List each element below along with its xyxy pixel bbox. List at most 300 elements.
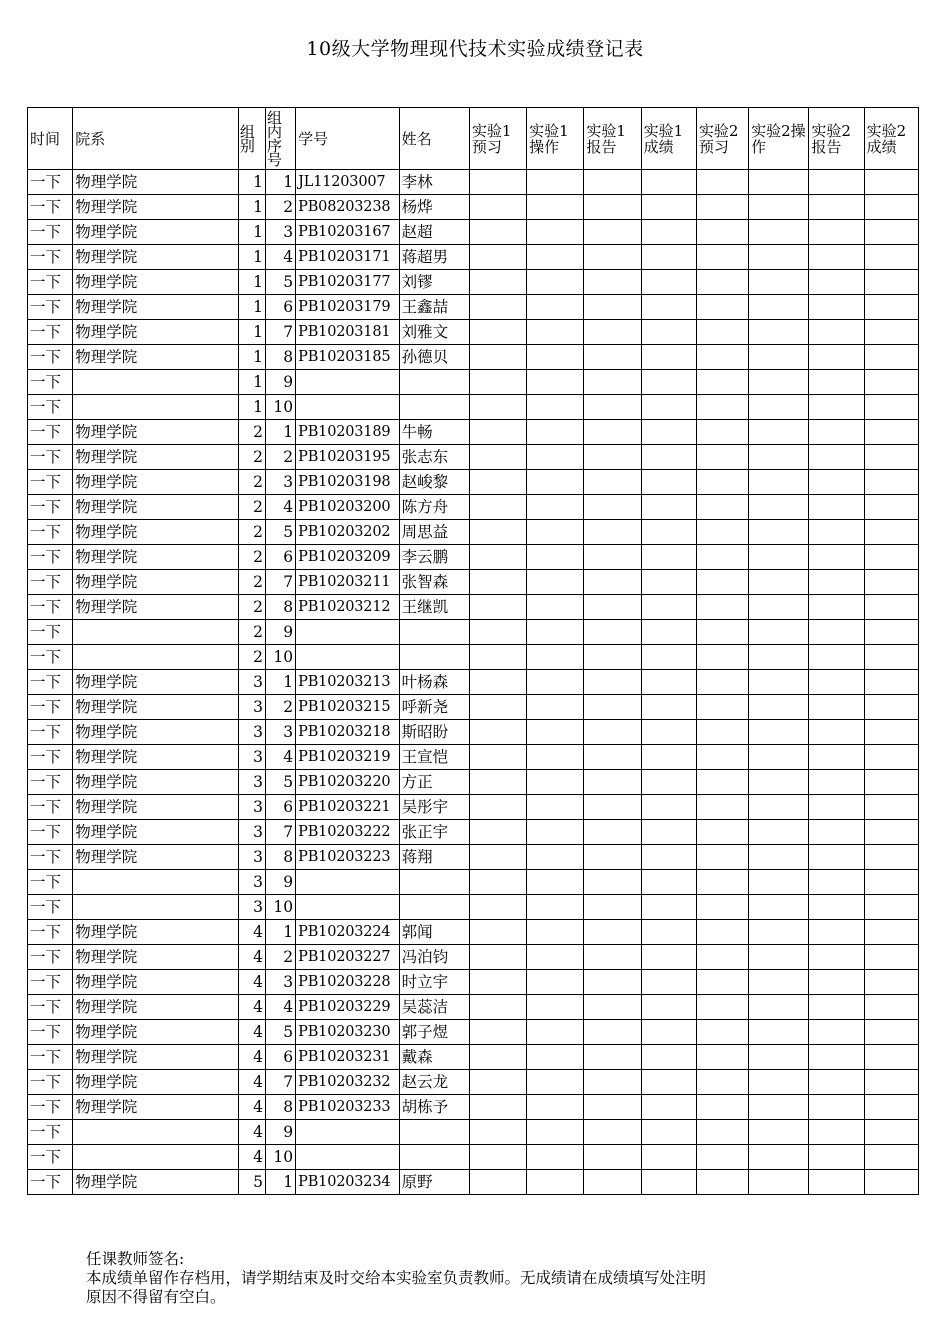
cell-exp1-preview[interactable] xyxy=(469,820,526,845)
cell-exp2-preview[interactable] xyxy=(696,995,748,1020)
cell-exp1-report[interactable] xyxy=(584,570,641,595)
cell-exp1-operation[interactable] xyxy=(527,470,584,495)
cell-exp2-report[interactable] xyxy=(809,1045,864,1070)
cell-exp2-score[interactable] xyxy=(864,645,918,670)
cell-exp1-report[interactable] xyxy=(584,295,641,320)
cell-exp2-preview[interactable] xyxy=(696,570,748,595)
cell-exp1-preview[interactable] xyxy=(469,295,526,320)
cell-exp2-preview[interactable] xyxy=(696,170,748,195)
cell-exp2-operation[interactable] xyxy=(749,320,809,345)
cell-exp1-operation[interactable] xyxy=(527,995,584,1020)
cell-exp1-report[interactable] xyxy=(584,920,641,945)
cell-exp1-score[interactable] xyxy=(641,470,696,495)
cell-exp1-score[interactable] xyxy=(641,545,696,570)
cell-exp2-report[interactable] xyxy=(809,670,864,695)
cell-exp1-preview[interactable] xyxy=(469,270,526,295)
cell-exp2-report[interactable] xyxy=(809,220,864,245)
cell-exp1-score[interactable] xyxy=(641,845,696,870)
cell-exp1-score[interactable] xyxy=(641,195,696,220)
cell-exp2-operation[interactable] xyxy=(749,170,809,195)
cell-exp1-operation[interactable] xyxy=(527,520,584,545)
cell-exp1-operation[interactable] xyxy=(527,1070,584,1095)
cell-exp2-report[interactable] xyxy=(809,1120,864,1145)
cell-exp1-score[interactable] xyxy=(641,445,696,470)
cell-exp2-operation[interactable] xyxy=(749,270,809,295)
cell-exp1-preview[interactable] xyxy=(469,995,526,1020)
cell-exp2-preview[interactable] xyxy=(696,920,748,945)
cell-exp1-preview[interactable] xyxy=(469,495,526,520)
cell-exp1-preview[interactable] xyxy=(469,645,526,670)
cell-exp2-preview[interactable] xyxy=(696,1045,748,1070)
cell-exp1-operation[interactable] xyxy=(527,970,584,995)
cell-exp2-operation[interactable] xyxy=(749,245,809,270)
cell-exp1-operation[interactable] xyxy=(527,770,584,795)
cell-exp2-preview[interactable] xyxy=(696,270,748,295)
cell-exp1-operation[interactable] xyxy=(527,720,584,745)
cell-exp1-report[interactable] xyxy=(584,445,641,470)
cell-exp1-score[interactable] xyxy=(641,170,696,195)
cell-exp1-score[interactable] xyxy=(641,245,696,270)
cell-exp2-score[interactable] xyxy=(864,970,918,995)
cell-exp2-preview[interactable] xyxy=(696,470,748,495)
cell-exp1-preview[interactable] xyxy=(469,570,526,595)
cell-exp1-preview[interactable] xyxy=(469,595,526,620)
cell-exp1-score[interactable] xyxy=(641,795,696,820)
cell-exp2-preview[interactable] xyxy=(696,645,748,670)
cell-exp2-operation[interactable] xyxy=(749,620,809,645)
cell-exp2-operation[interactable] xyxy=(749,720,809,745)
cell-exp2-score[interactable] xyxy=(864,470,918,495)
cell-exp2-report[interactable] xyxy=(809,195,864,220)
cell-exp2-report[interactable] xyxy=(809,570,864,595)
cell-exp2-preview[interactable] xyxy=(696,945,748,970)
cell-exp2-score[interactable] xyxy=(864,1170,918,1195)
cell-exp1-preview[interactable] xyxy=(469,770,526,795)
cell-exp1-preview[interactable] xyxy=(469,920,526,945)
cell-exp2-score[interactable] xyxy=(864,570,918,595)
cell-exp1-score[interactable] xyxy=(641,495,696,520)
cell-exp2-score[interactable] xyxy=(864,820,918,845)
cell-exp1-report[interactable] xyxy=(584,945,641,970)
cell-exp2-preview[interactable] xyxy=(696,445,748,470)
cell-exp2-score[interactable] xyxy=(864,670,918,695)
cell-exp2-operation[interactable] xyxy=(749,745,809,770)
cell-exp2-score[interactable] xyxy=(864,545,918,570)
cell-exp1-operation[interactable] xyxy=(527,595,584,620)
cell-exp2-preview[interactable] xyxy=(696,395,748,420)
cell-exp1-report[interactable] xyxy=(584,1070,641,1095)
cell-exp1-preview[interactable] xyxy=(469,970,526,995)
cell-exp2-operation[interactable] xyxy=(749,970,809,995)
cell-exp2-report[interactable] xyxy=(809,1170,864,1195)
cell-exp2-report[interactable] xyxy=(809,720,864,745)
cell-exp1-report[interactable] xyxy=(584,845,641,870)
cell-exp1-report[interactable] xyxy=(584,270,641,295)
cell-exp1-preview[interactable] xyxy=(469,220,526,245)
cell-exp2-preview[interactable] xyxy=(696,345,748,370)
cell-exp1-operation[interactable] xyxy=(527,395,584,420)
cell-exp1-operation[interactable] xyxy=(527,495,584,520)
cell-exp1-report[interactable] xyxy=(584,1045,641,1070)
cell-exp1-score[interactable] xyxy=(641,945,696,970)
cell-exp2-preview[interactable] xyxy=(696,420,748,445)
cell-exp2-report[interactable] xyxy=(809,995,864,1020)
cell-exp2-score[interactable] xyxy=(864,945,918,970)
cell-exp1-preview[interactable] xyxy=(469,170,526,195)
cell-exp1-report[interactable] xyxy=(584,1145,641,1170)
cell-exp1-score[interactable] xyxy=(641,895,696,920)
cell-exp2-preview[interactable] xyxy=(696,870,748,895)
cell-exp1-report[interactable] xyxy=(584,795,641,820)
cell-exp1-operation[interactable] xyxy=(527,645,584,670)
cell-exp2-preview[interactable] xyxy=(696,895,748,920)
cell-exp1-report[interactable] xyxy=(584,1020,641,1045)
cell-exp2-operation[interactable] xyxy=(749,1045,809,1070)
cell-exp1-operation[interactable] xyxy=(527,895,584,920)
cell-exp1-score[interactable] xyxy=(641,1045,696,1070)
cell-exp2-report[interactable] xyxy=(809,595,864,620)
cell-exp1-report[interactable] xyxy=(584,220,641,245)
cell-exp1-preview[interactable] xyxy=(469,245,526,270)
cell-exp2-report[interactable] xyxy=(809,520,864,545)
cell-exp2-score[interactable] xyxy=(864,1020,918,1045)
cell-exp2-score[interactable] xyxy=(864,1070,918,1095)
cell-exp2-preview[interactable] xyxy=(696,295,748,320)
cell-exp1-preview[interactable] xyxy=(469,795,526,820)
cell-exp2-operation[interactable] xyxy=(749,1145,809,1170)
cell-exp2-report[interactable] xyxy=(809,845,864,870)
cell-exp1-operation[interactable] xyxy=(527,620,584,645)
cell-exp2-score[interactable] xyxy=(864,620,918,645)
cell-exp2-report[interactable] xyxy=(809,695,864,720)
cell-exp1-preview[interactable] xyxy=(469,470,526,495)
cell-exp2-operation[interactable] xyxy=(749,570,809,595)
cell-exp2-score[interactable] xyxy=(864,770,918,795)
cell-exp1-preview[interactable] xyxy=(469,1045,526,1070)
cell-exp2-preview[interactable] xyxy=(696,845,748,870)
cell-exp1-report[interactable] xyxy=(584,520,641,545)
cell-exp2-score[interactable] xyxy=(864,595,918,620)
cell-exp2-report[interactable] xyxy=(809,420,864,445)
cell-exp1-preview[interactable] xyxy=(469,420,526,445)
cell-exp2-operation[interactable] xyxy=(749,1070,809,1095)
cell-exp1-score[interactable] xyxy=(641,670,696,695)
cell-exp2-operation[interactable] xyxy=(749,595,809,620)
cell-exp2-score[interactable] xyxy=(864,395,918,420)
cell-exp1-preview[interactable] xyxy=(469,395,526,420)
cell-exp2-operation[interactable] xyxy=(749,670,809,695)
cell-exp2-preview[interactable] xyxy=(696,695,748,720)
cell-exp2-preview[interactable] xyxy=(696,370,748,395)
cell-exp2-score[interactable] xyxy=(864,920,918,945)
cell-exp1-operation[interactable] xyxy=(527,545,584,570)
cell-exp1-report[interactable] xyxy=(584,420,641,445)
cell-exp2-score[interactable] xyxy=(864,845,918,870)
cell-exp2-operation[interactable] xyxy=(749,470,809,495)
cell-exp1-preview[interactable] xyxy=(469,670,526,695)
cell-exp1-score[interactable] xyxy=(641,420,696,445)
cell-exp1-operation[interactable] xyxy=(527,1170,584,1195)
cell-exp1-preview[interactable] xyxy=(469,545,526,570)
cell-exp2-operation[interactable] xyxy=(749,995,809,1020)
cell-exp1-report[interactable] xyxy=(584,670,641,695)
cell-exp2-report[interactable] xyxy=(809,545,864,570)
cell-exp2-score[interactable] xyxy=(864,195,918,220)
cell-exp2-preview[interactable] xyxy=(696,520,748,545)
cell-exp2-score[interactable] xyxy=(864,270,918,295)
cell-exp2-report[interactable] xyxy=(809,320,864,345)
cell-exp1-score[interactable] xyxy=(641,1145,696,1170)
cell-exp2-report[interactable] xyxy=(809,920,864,945)
cell-exp1-report[interactable] xyxy=(584,645,641,670)
cell-exp1-report[interactable] xyxy=(584,1095,641,1120)
cell-exp1-score[interactable] xyxy=(641,870,696,895)
cell-exp2-report[interactable] xyxy=(809,970,864,995)
cell-exp2-preview[interactable] xyxy=(696,245,748,270)
cell-exp1-score[interactable] xyxy=(641,220,696,245)
cell-exp1-score[interactable] xyxy=(641,970,696,995)
cell-exp1-report[interactable] xyxy=(584,245,641,270)
cell-exp2-report[interactable] xyxy=(809,1145,864,1170)
cell-exp2-report[interactable] xyxy=(809,795,864,820)
cell-exp2-preview[interactable] xyxy=(696,1070,748,1095)
cell-exp1-operation[interactable] xyxy=(527,820,584,845)
cell-exp1-operation[interactable] xyxy=(527,745,584,770)
cell-exp1-preview[interactable] xyxy=(469,1020,526,1045)
cell-exp2-preview[interactable] xyxy=(696,495,748,520)
cell-exp2-preview[interactable] xyxy=(696,1170,748,1195)
cell-exp1-report[interactable] xyxy=(584,370,641,395)
cell-exp1-operation[interactable] xyxy=(527,1045,584,1070)
cell-exp2-score[interactable] xyxy=(864,370,918,395)
cell-exp2-operation[interactable] xyxy=(749,545,809,570)
cell-exp2-operation[interactable] xyxy=(749,945,809,970)
cell-exp2-preview[interactable] xyxy=(696,820,748,845)
cell-exp1-preview[interactable] xyxy=(469,320,526,345)
cell-exp2-score[interactable] xyxy=(864,220,918,245)
cell-exp2-score[interactable] xyxy=(864,520,918,545)
cell-exp2-score[interactable] xyxy=(864,445,918,470)
cell-exp2-operation[interactable] xyxy=(749,695,809,720)
cell-exp2-preview[interactable] xyxy=(696,795,748,820)
cell-exp2-report[interactable] xyxy=(809,445,864,470)
cell-exp1-score[interactable] xyxy=(641,745,696,770)
cell-exp2-report[interactable] xyxy=(809,945,864,970)
cell-exp2-score[interactable] xyxy=(864,495,918,520)
cell-exp1-report[interactable] xyxy=(584,195,641,220)
cell-exp2-operation[interactable] xyxy=(749,845,809,870)
cell-exp2-score[interactable] xyxy=(864,695,918,720)
cell-exp2-report[interactable] xyxy=(809,395,864,420)
cell-exp2-score[interactable] xyxy=(864,345,918,370)
cell-exp1-operation[interactable] xyxy=(527,1095,584,1120)
cell-exp1-operation[interactable] xyxy=(527,1020,584,1045)
cell-exp1-score[interactable] xyxy=(641,620,696,645)
cell-exp1-score[interactable] xyxy=(641,345,696,370)
cell-exp1-operation[interactable] xyxy=(527,670,584,695)
cell-exp1-report[interactable] xyxy=(584,970,641,995)
cell-exp2-report[interactable] xyxy=(809,770,864,795)
cell-exp1-report[interactable] xyxy=(584,820,641,845)
cell-exp2-operation[interactable] xyxy=(749,195,809,220)
cell-exp2-report[interactable] xyxy=(809,645,864,670)
cell-exp1-score[interactable] xyxy=(641,645,696,670)
cell-exp2-report[interactable] xyxy=(809,345,864,370)
cell-exp1-operation[interactable] xyxy=(527,220,584,245)
cell-exp1-report[interactable] xyxy=(584,170,641,195)
cell-exp1-preview[interactable] xyxy=(469,895,526,920)
cell-exp1-preview[interactable] xyxy=(469,1095,526,1120)
cell-exp1-report[interactable] xyxy=(584,745,641,770)
cell-exp1-preview[interactable] xyxy=(469,745,526,770)
cell-exp1-report[interactable] xyxy=(584,695,641,720)
cell-exp2-score[interactable] xyxy=(864,1120,918,1145)
cell-exp1-score[interactable] xyxy=(641,995,696,1020)
cell-exp1-operation[interactable] xyxy=(527,570,584,595)
cell-exp2-report[interactable] xyxy=(809,895,864,920)
cell-exp2-operation[interactable] xyxy=(749,795,809,820)
cell-exp2-operation[interactable] xyxy=(749,895,809,920)
cell-exp2-preview[interactable] xyxy=(696,670,748,695)
cell-exp1-preview[interactable] xyxy=(469,845,526,870)
cell-exp2-operation[interactable] xyxy=(749,645,809,670)
cell-exp2-score[interactable] xyxy=(864,320,918,345)
cell-exp2-operation[interactable] xyxy=(749,1095,809,1120)
cell-exp2-report[interactable] xyxy=(809,170,864,195)
cell-exp1-score[interactable] xyxy=(641,1170,696,1195)
cell-exp1-operation[interactable] xyxy=(527,1120,584,1145)
cell-exp1-score[interactable] xyxy=(641,820,696,845)
cell-exp1-operation[interactable] xyxy=(527,270,584,295)
cell-exp1-operation[interactable] xyxy=(527,320,584,345)
cell-exp1-operation[interactable] xyxy=(527,870,584,895)
cell-exp2-report[interactable] xyxy=(809,1020,864,1045)
cell-exp1-report[interactable] xyxy=(584,495,641,520)
cell-exp2-score[interactable] xyxy=(864,745,918,770)
cell-exp2-preview[interactable] xyxy=(696,970,748,995)
cell-exp1-preview[interactable] xyxy=(469,520,526,545)
cell-exp2-operation[interactable] xyxy=(749,870,809,895)
cell-exp1-operation[interactable] xyxy=(527,1145,584,1170)
cell-exp2-report[interactable] xyxy=(809,745,864,770)
cell-exp1-score[interactable] xyxy=(641,1095,696,1120)
cell-exp2-score[interactable] xyxy=(864,720,918,745)
cell-exp1-report[interactable] xyxy=(584,395,641,420)
cell-exp2-preview[interactable] xyxy=(696,195,748,220)
cell-exp2-score[interactable] xyxy=(864,1045,918,1070)
cell-exp2-report[interactable] xyxy=(809,820,864,845)
cell-exp1-report[interactable] xyxy=(584,770,641,795)
cell-exp2-operation[interactable] xyxy=(749,395,809,420)
cell-exp2-score[interactable] xyxy=(864,420,918,445)
cell-exp1-operation[interactable] xyxy=(527,795,584,820)
cell-exp2-report[interactable] xyxy=(809,245,864,270)
cell-exp1-preview[interactable] xyxy=(469,870,526,895)
cell-exp2-operation[interactable] xyxy=(749,1020,809,1045)
cell-exp1-preview[interactable] xyxy=(469,370,526,395)
cell-exp1-report[interactable] xyxy=(584,595,641,620)
cell-exp1-score[interactable] xyxy=(641,395,696,420)
cell-exp2-preview[interactable] xyxy=(696,1145,748,1170)
cell-exp1-score[interactable] xyxy=(641,595,696,620)
cell-exp1-score[interactable] xyxy=(641,1070,696,1095)
cell-exp2-score[interactable] xyxy=(864,170,918,195)
cell-exp2-score[interactable] xyxy=(864,995,918,1020)
cell-exp1-score[interactable] xyxy=(641,270,696,295)
cell-exp1-score[interactable] xyxy=(641,1020,696,1045)
cell-exp2-preview[interactable] xyxy=(696,770,748,795)
cell-exp1-preview[interactable] xyxy=(469,195,526,220)
cell-exp2-report[interactable] xyxy=(809,1070,864,1095)
cell-exp1-preview[interactable] xyxy=(469,945,526,970)
cell-exp1-score[interactable] xyxy=(641,320,696,345)
cell-exp1-operation[interactable] xyxy=(527,245,584,270)
cell-exp2-operation[interactable] xyxy=(749,220,809,245)
cell-exp1-preview[interactable] xyxy=(469,445,526,470)
cell-exp1-score[interactable] xyxy=(641,770,696,795)
cell-exp2-operation[interactable] xyxy=(749,420,809,445)
cell-exp1-preview[interactable] xyxy=(469,345,526,370)
cell-exp1-preview[interactable] xyxy=(469,695,526,720)
cell-exp1-score[interactable] xyxy=(641,370,696,395)
cell-exp1-operation[interactable] xyxy=(527,695,584,720)
cell-exp2-report[interactable] xyxy=(809,370,864,395)
cell-exp1-operation[interactable] xyxy=(527,170,584,195)
cell-exp1-report[interactable] xyxy=(584,1120,641,1145)
cell-exp2-operation[interactable] xyxy=(749,445,809,470)
cell-exp2-preview[interactable] xyxy=(696,720,748,745)
cell-exp2-operation[interactable] xyxy=(749,920,809,945)
cell-exp2-operation[interactable] xyxy=(749,495,809,520)
cell-exp1-operation[interactable] xyxy=(527,195,584,220)
cell-exp1-score[interactable] xyxy=(641,520,696,545)
cell-exp2-operation[interactable] xyxy=(749,1120,809,1145)
cell-exp1-score[interactable] xyxy=(641,295,696,320)
cell-exp2-operation[interactable] xyxy=(749,820,809,845)
cell-exp1-score[interactable] xyxy=(641,570,696,595)
cell-exp1-operation[interactable] xyxy=(527,845,584,870)
cell-exp2-preview[interactable] xyxy=(696,545,748,570)
cell-exp1-report[interactable] xyxy=(584,995,641,1020)
cell-exp2-score[interactable] xyxy=(864,795,918,820)
cell-exp2-preview[interactable] xyxy=(696,1120,748,1145)
cell-exp1-operation[interactable] xyxy=(527,920,584,945)
cell-exp1-score[interactable] xyxy=(641,695,696,720)
cell-exp2-report[interactable] xyxy=(809,470,864,495)
cell-exp1-operation[interactable] xyxy=(527,945,584,970)
cell-exp2-score[interactable] xyxy=(864,295,918,320)
cell-exp1-report[interactable] xyxy=(584,320,641,345)
cell-exp1-report[interactable] xyxy=(584,345,641,370)
cell-exp2-preview[interactable] xyxy=(696,620,748,645)
cell-exp2-report[interactable] xyxy=(809,870,864,895)
cell-exp1-score[interactable] xyxy=(641,720,696,745)
cell-exp1-preview[interactable] xyxy=(469,620,526,645)
cell-exp2-preview[interactable] xyxy=(696,1020,748,1045)
cell-exp1-operation[interactable] xyxy=(527,370,584,395)
cell-exp2-preview[interactable] xyxy=(696,220,748,245)
cell-exp2-score[interactable] xyxy=(864,870,918,895)
cell-exp2-report[interactable] xyxy=(809,1095,864,1120)
cell-exp2-preview[interactable] xyxy=(696,595,748,620)
cell-exp2-score[interactable] xyxy=(864,245,918,270)
cell-exp2-score[interactable] xyxy=(864,895,918,920)
cell-exp1-preview[interactable] xyxy=(469,720,526,745)
cell-exp1-operation[interactable] xyxy=(527,420,584,445)
cell-exp1-score[interactable] xyxy=(641,1120,696,1145)
cell-exp1-operation[interactable] xyxy=(527,295,584,320)
cell-exp1-report[interactable] xyxy=(584,720,641,745)
